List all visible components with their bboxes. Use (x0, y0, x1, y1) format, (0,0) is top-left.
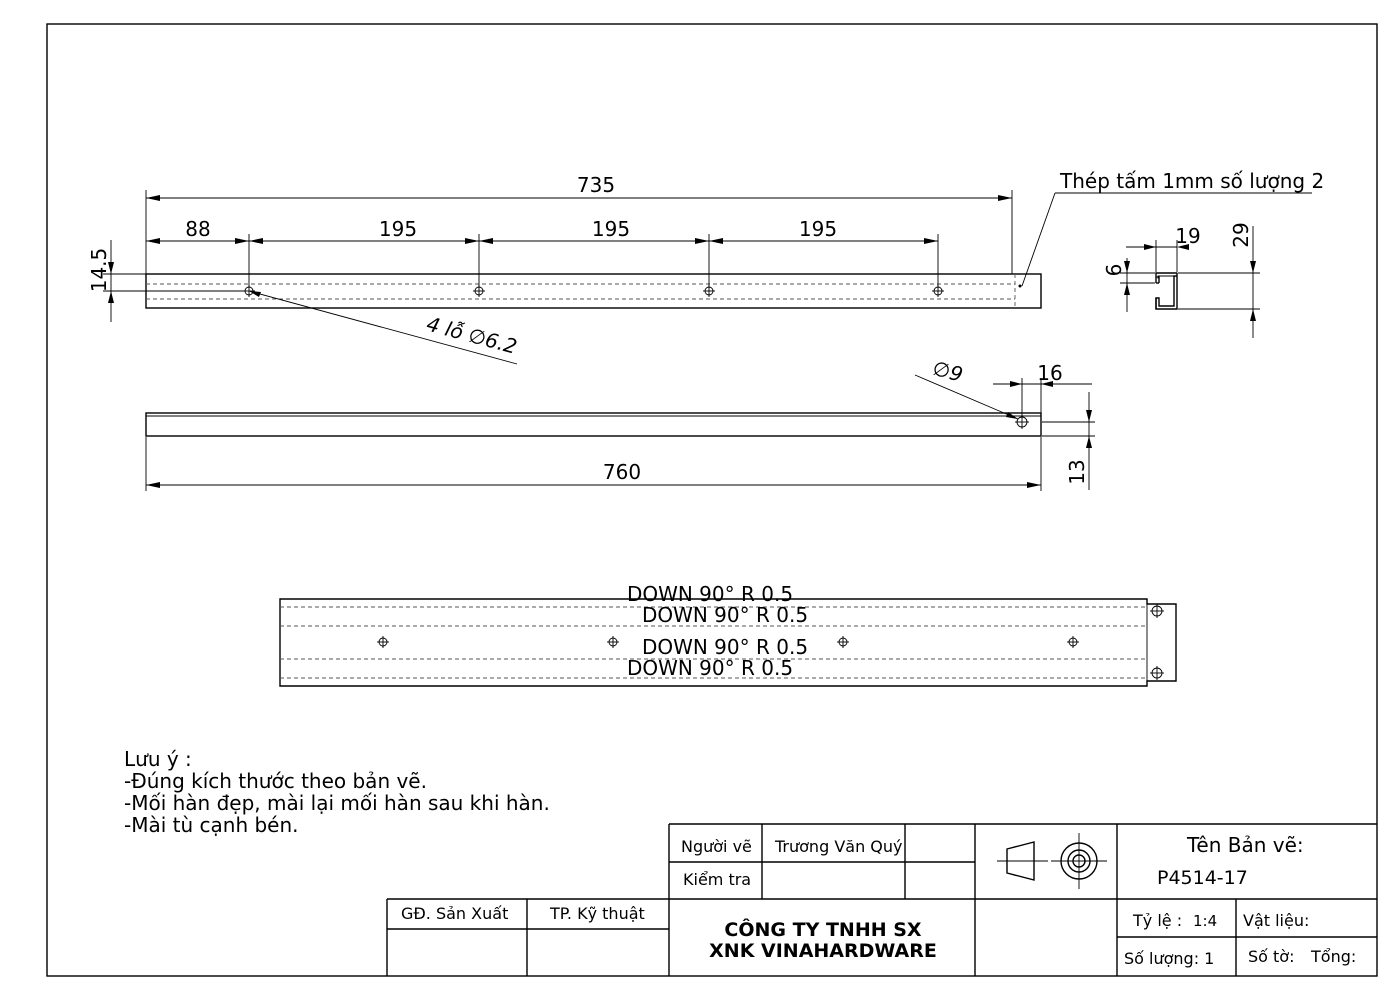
flat-hole (377, 636, 389, 648)
side-hole-callout: ∅9 (930, 355, 966, 387)
scale-value: 1:4 (1193, 912, 1218, 930)
drawing-name-label: Tên Bản vẽ: (1187, 833, 1304, 857)
bend-label: DOWN 90° R 0.5 (626, 582, 794, 606)
material-label: Vật liệu: (1243, 911, 1310, 930)
side-view (146, 356, 1095, 491)
drawn-by-value: Trương Văn Quý (775, 837, 903, 856)
dim-side-length: 760 (602, 460, 642, 484)
top-view-outline (146, 274, 1041, 308)
title-block (387, 824, 1377, 976)
flat-hole (607, 636, 619, 648)
side-view-hole (1015, 415, 1029, 429)
flat-hole (1150, 666, 1164, 680)
dim-overall-length: 735 (576, 173, 616, 197)
material-note-leader (1022, 193, 1055, 286)
dim-spacing-1: 195 (378, 217, 418, 241)
dim-flange-width: 19 (1175, 224, 1201, 248)
notes-title: Lưu ý : (124, 747, 192, 771)
dim-side-hole-offset: 16 (1037, 361, 1063, 385)
flat-hole (1067, 636, 1079, 648)
drawn-by-label: Người vẽ (681, 837, 752, 856)
dim-side-height: 13 (1065, 459, 1089, 485)
side-view-outline (146, 413, 1041, 436)
technical-head-label: TP. Kỹ thuật (550, 904, 645, 923)
dim-hole-offset-vertical: 14.5 (87, 247, 111, 293)
checked-label: Kiểm tra (683, 870, 752, 889)
top-view (87, 173, 1041, 364)
bend-label: DOWN 90° R 0.5 (641, 635, 809, 659)
quantity-label: Số lượng: 1 (1124, 949, 1215, 968)
section-view (1102, 222, 1260, 338)
dim-lip-height: 6 (1102, 263, 1126, 277)
dim-spacing-2: 195 (591, 217, 631, 241)
projection-symbol-icon (997, 833, 1107, 889)
note-line: -Mài tù cạnh bén. (124, 813, 299, 837)
dim-spacing-3: 195 (798, 217, 838, 241)
drawing-number: P4514-17 (1157, 867, 1248, 889)
total-label: Tổng: (1311, 947, 1357, 966)
production-manager-label: GĐ. Sản Xuất (401, 904, 509, 923)
dim-first-offset: 88 (185, 217, 211, 241)
flat-hole (1150, 604, 1164, 618)
company-name-line-1: CÔNG TY TNHH SX (724, 919, 922, 941)
scale-label: Tỷ lệ : (1133, 911, 1183, 930)
company-name-line-2: XNK VINAHARDWARE (709, 940, 937, 962)
bend-label: DOWN 90° R 0.5 (626, 656, 794, 680)
sheet-label: Số tờ: (1248, 947, 1295, 966)
flat-pattern (280, 582, 1176, 686)
flat-hole (837, 636, 849, 648)
note-line: -Mối hàn đẹp, mài lại mối hàn sau khi hàn. (124, 791, 550, 815)
material-note: Thép tấm 1mm số lượng 2 (1060, 169, 1325, 193)
note-line: -Đúng kích thước theo bản vẽ. (124, 769, 427, 793)
notes (124, 747, 550, 837)
dim-section-height: 29 (1229, 222, 1253, 248)
hole-callout-top: 4 lỗ ∅6.2 (424, 311, 520, 359)
bend-label: DOWN 90° R 0.5 (641, 603, 809, 627)
